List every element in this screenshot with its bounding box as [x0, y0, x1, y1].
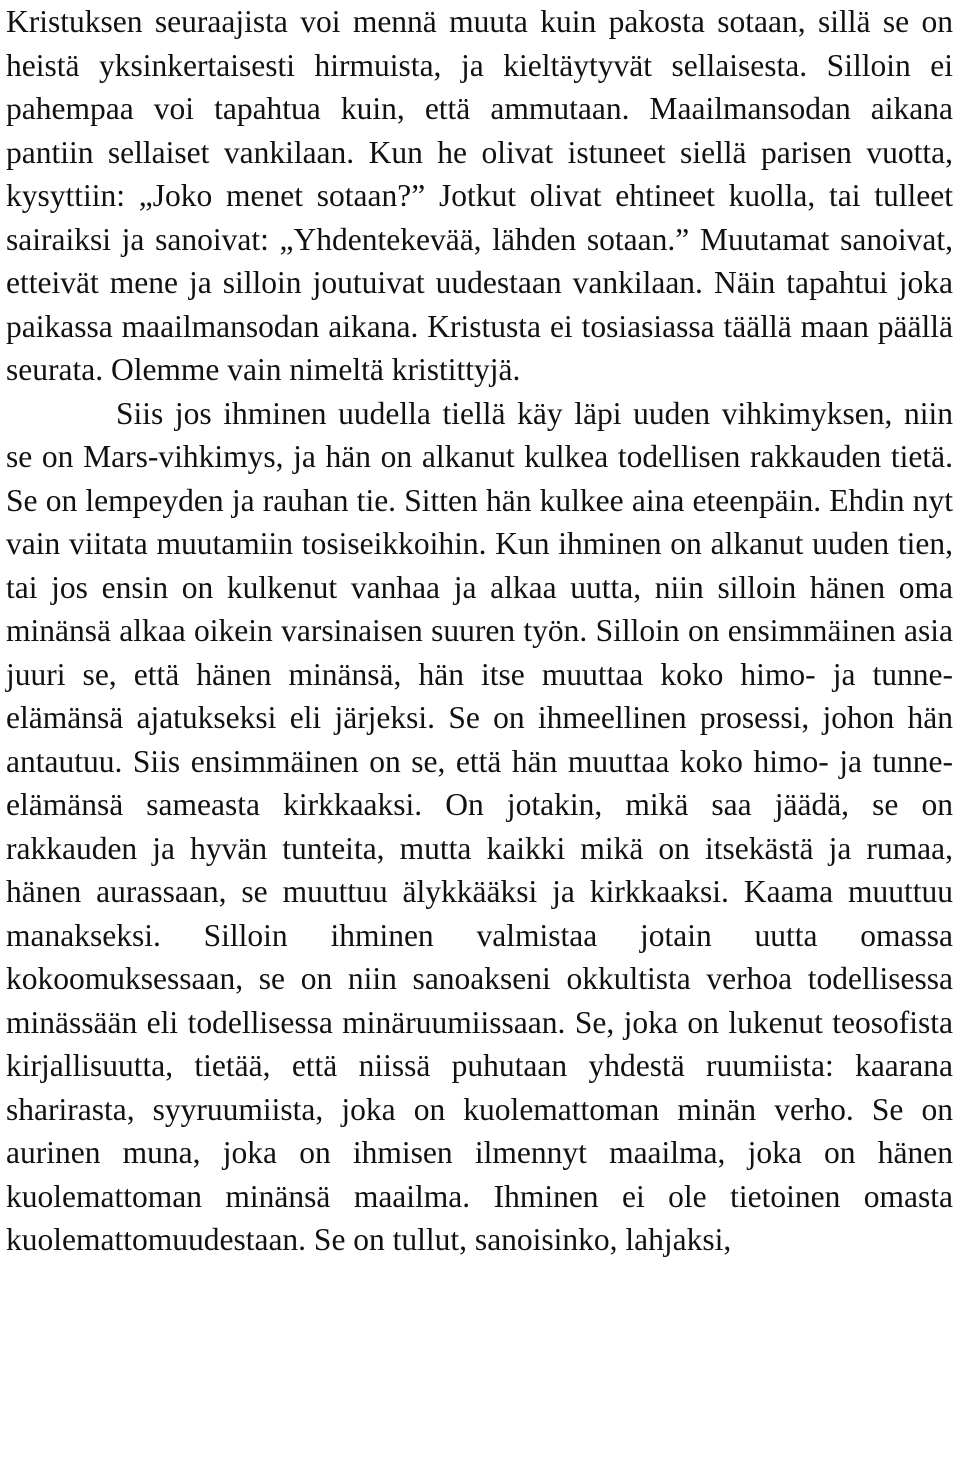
paragraph-2: Siis jos ihminen uudella tiellä käy läpi uuden vihkimyksen, niin se on Mars-vihkimys, ja hän on alkanut kulkea todellisen rakkauden tietä. Se on lempeyden ja rauhan tie. Sitten hän kulkee aina eteenpäin. Ehdin nyt vain viitata muutamiin tosiseikkoihin. Kun ihminen on alkanut uuden tien, tai jos ensin on kulkenut vanhaa ja alkaa uutta, niin silloin hänen oma minänsä alkaa oikein varsinaisen suuren työn. Silloin on ensimmäinen asia juuri se, että hänen minänsä, hän itse muuttaa koko himo- ja tunne-elämänsä ajatukseksi eli järjeksi. Se on ihmeellinen prosessi, johon hän antautuu. Siis ensimmäinen on se, että hän muuttaa koko himo- ja tunne-elämänsä sameasta kirkkaaksi. On jotakin, mikä saa jäädä, se on rakkauden ja hyvän tunteita, mutta kaikki mikä on itsekästä ja rumaa, hänen aurassaan, se muuttuu älykkääksi ja kirkkaaksi. Kaama muuttuu manakseksi. Silloin ihminen valmistaa jotain uutta omassa kokoomuksessaan, se on niin sanoakseni okkultista verhoa todellisessa minässään eli todellisessa minäruumiissaan. Se, joka on lukenut teosofista kirjallisuutta, tietää, että niissä puhutaan yhdestä ruumiista: kaarana sharirasta, syyruumiista, joka on kuolemattoman minän verho. Se on aurinen muna, joka on ihmisen ilmennyt maailma, joka on hänen kuolemattoman minänsä maailma. Ihminen ei ole tietoinen omasta kuolemattomuudestaan. Se on tullut, sanoisinko, lahjaksi, [6, 395, 953, 1257]
document-page [6, 0, 953, 1262]
paragraph-1: Kristuksen seuraajista voi mennä muuta kuin pakosta sotaan, sillä se on heistä yksinkertaisesti hirmuista, ja kieltäytyvät sellaisesta. Silloin ei pahempaa voi tapahtua kuin, että ammutaan. Maailmansodan aikana pantiin sellaiset vankilaan. Kun he olivat istuneet siellä parisen vuotta, kysyttiin: „Joko menet sotaan?” Jotkut olivat ehtineet kuolla, tai tulleet sairaiksi ja sanoivat: „Yhdentekevää, lähden sotaan.” Muutamat sanoivat, etteivät mene ja silloin joutuivat uudestaan vankilaan. Näin tapahtui joka paikassa maailmansodan aikana. Kristusta ei tosiasiassa täällä maan päällä seurata. Olemme vain nimeltä kristittyjä. [6, 4, 953, 387]
